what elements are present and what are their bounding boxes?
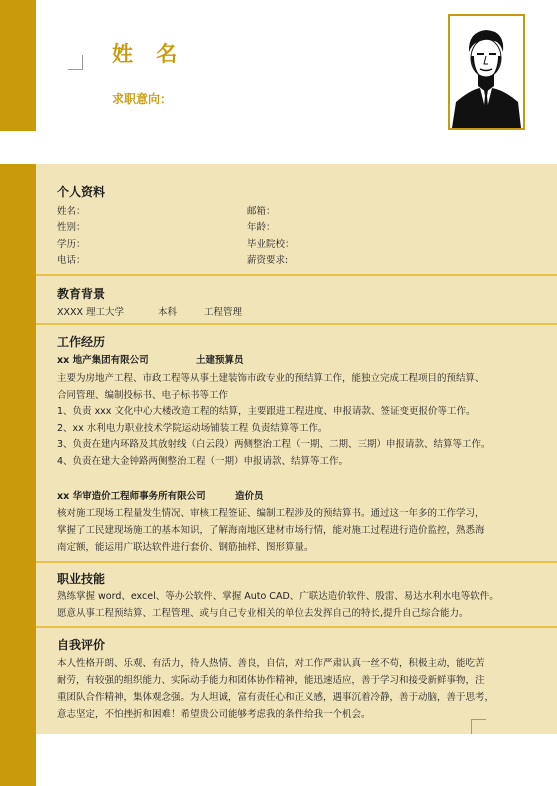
education-section (57, 285, 105, 302)
education-degree: 本科 (158, 307, 178, 318)
field-phone: 电话： (57, 255, 86, 266)
work-experience-title: 工作经历 (57, 335, 106, 349)
job2-position: 造价员 (235, 491, 264, 502)
job1-line: 3、负责在建内环路及其放射线（白云段）两侧整治工程（一期、二期、三期）申报请款、结算等工作。 (57, 439, 491, 450)
job2-line: 掌握了工民建现场施工的基本知识，了解海南地区建材市场行情，能对施工过程进行造价监控，熟悉海 (57, 525, 485, 536)
job2-company: xx 华审造价工程师事务所有限公司 (57, 491, 206, 502)
section-divider (36, 626, 557, 628)
job2-line: 南定额，能运用广联达软件进行套价、钢筋抽样、图形算量。 (57, 542, 314, 553)
field-name: 姓名： (57, 206, 86, 217)
field-school: 毕业院校： (247, 239, 295, 250)
field-age: 年龄： (247, 222, 276, 233)
section-divider (36, 561, 557, 563)
job-objective-label: 求职意向： (112, 92, 173, 106)
job1-line: 4、负责在建大金钟路两侧整治工程（一期）申报请款、结算等工作。 (57, 456, 349, 467)
job1-line: 主要为房地产工程、市政工程等从事土建装饰市政专业的预结算工作，能独立完成工程项目的预结算、 (57, 373, 485, 384)
self-eval-line: 意志坚定，不怕挫折和困难！希望贵公司能够考虑我的条件给我一个机会。 (57, 709, 371, 720)
education-school: XXXX 理工大学 (57, 307, 125, 318)
self-eval-line: 重团队合作精神，集体观念强。为人坦诚，富有责任心和正义感，遇事沉着冷静，善于动脑，善于思考， (57, 692, 495, 703)
job1-line: 合同管理、编制投标书、电子标书等工作 (57, 390, 229, 401)
field-gender: 性别： (57, 222, 86, 233)
crop-mark-top-left (68, 55, 83, 70)
left-accent-bar-top (0, 0, 36, 131)
job1-line: 2、xx 水利电力职业技术学院运动场铺装工程 负责结算等工作。 (57, 423, 328, 434)
section-divider (36, 274, 557, 276)
self-evaluation-title: 自我评价 (57, 638, 106, 652)
field-email: 邮箱： (247, 206, 276, 217)
crop-mark-bottom-right (471, 719, 486, 734)
job1-line: 1、负责 xxx 文化中心大楼改造工程的结算，主要跟进工程进度、申报请款、签证变更报价等工作。 (57, 406, 476, 417)
skills-title: 职业技能 (57, 572, 106, 586)
skills-line: 愿意从事工程预结算、工程管理、或与自己专业相关的单位去发挥自己的特长,提升自己综合能力。 (57, 608, 469, 619)
education-title: 教育背景 (57, 287, 106, 301)
field-salary: 薪资要求: (247, 255, 289, 266)
profile-photo (448, 14, 525, 130)
job2-line: 核对施工现场工程量发生情况、审核工程签证、编制工程涉及的预结算书。通过这一年多的工作学习， (57, 508, 485, 519)
skills-section (57, 570, 105, 587)
field-degree: 学历： (57, 239, 86, 250)
education-major: 工程管理 (204, 307, 243, 318)
self-evaluation-section (57, 636, 105, 653)
job1-position: 土建预算员 (196, 355, 244, 366)
personal-info-title: 个人资料 (57, 185, 106, 199)
self-eval-line: 本人性格开朗、乐观、有活力，待人热情、善良，自信，对工作严肃认真一丝不苟，积极主动，能吃苦 (57, 658, 485, 669)
personal-info-section (57, 183, 105, 200)
skills-line: 熟练掌握 word、excel、等办公软件、掌握 Auto CAD、广联达造价软件、殷雷、易达水利水电等软件。 (57, 591, 499, 602)
section-divider (36, 323, 557, 325)
self-eval-line: 耐劳，有较强的组织能力、实际动手能力和团体协作精神，能迅速适应，善于学习和接受新鲜事物，注 (57, 675, 485, 686)
resume-name: 姓 名 (112, 42, 186, 66)
work-experience-section (57, 333, 105, 350)
left-accent-bar-bottom (0, 164, 36, 786)
job1-company: xx 地产集团有限公司 (57, 355, 149, 366)
